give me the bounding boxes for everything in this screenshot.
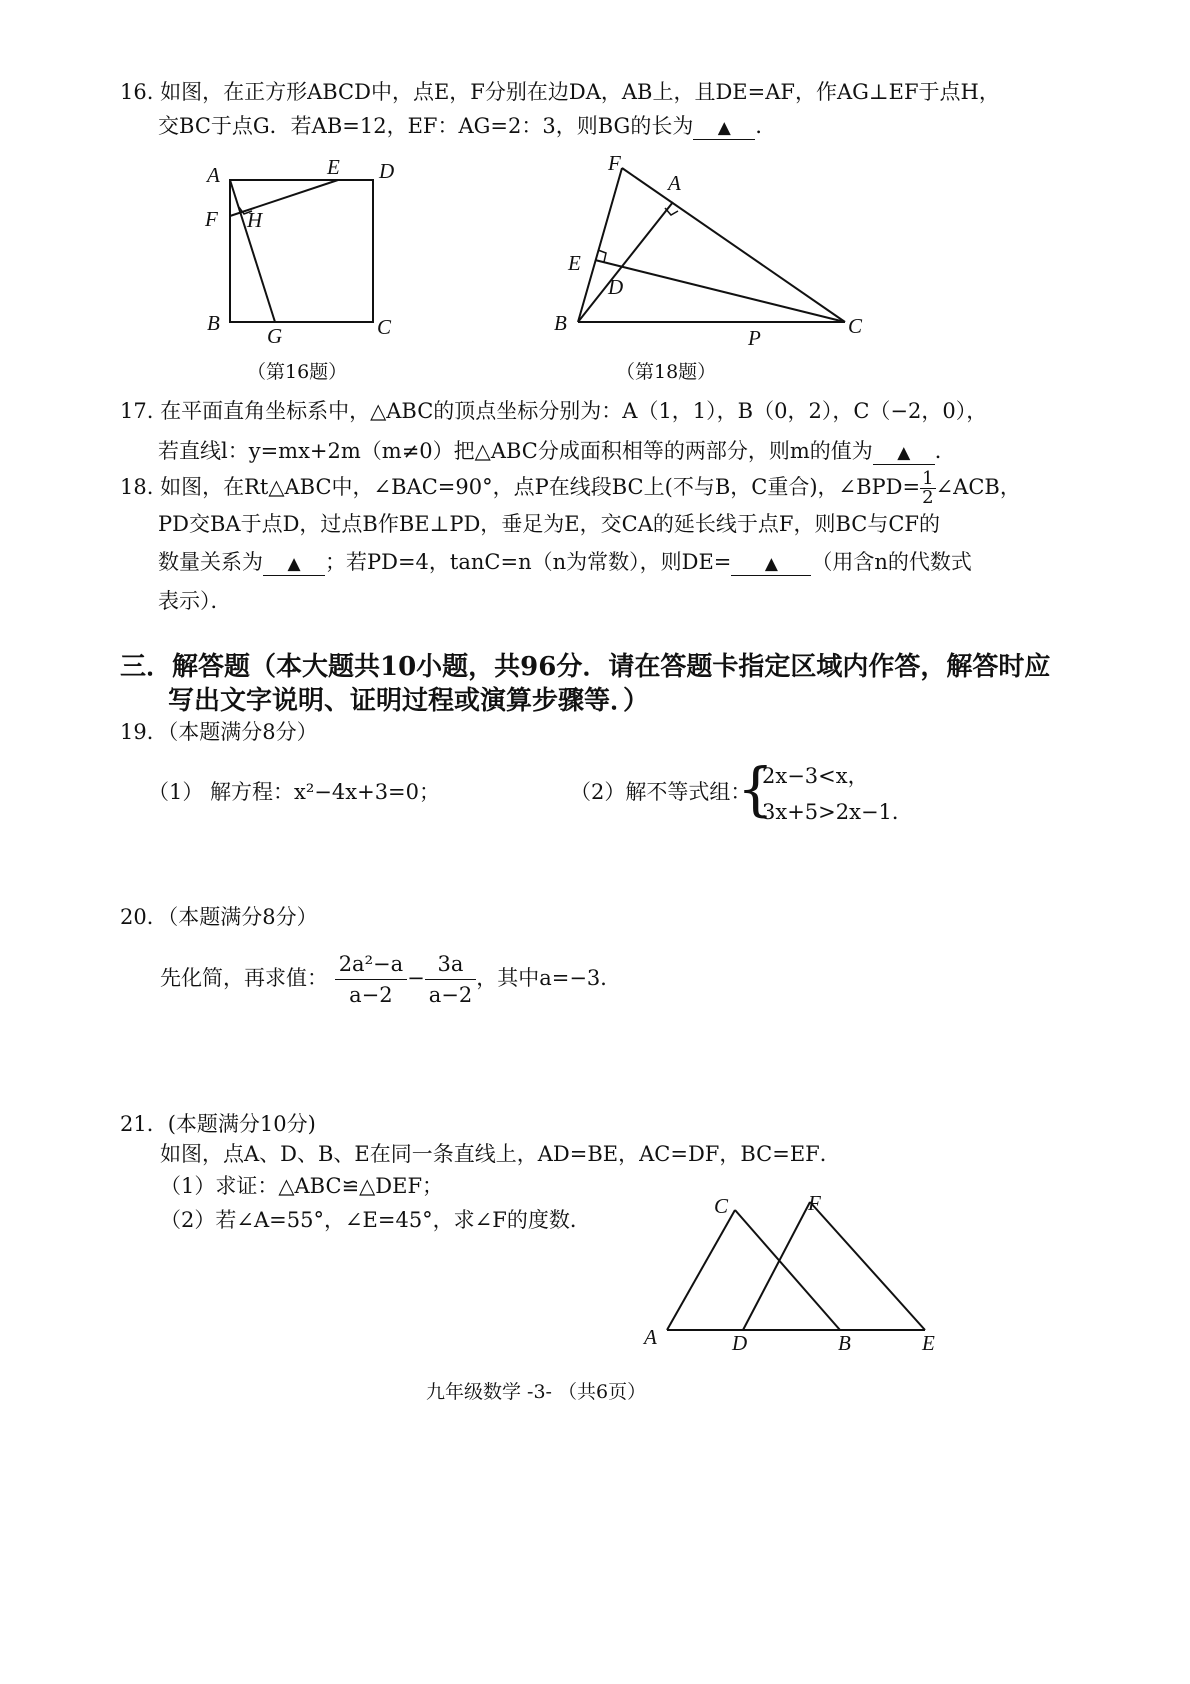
fig16-label-f: F [205,207,218,231]
q20-expression [160,948,621,1010]
q20-suffix: ，其中a=−3． [476,966,622,990]
fig16-label-h: H [247,208,263,232]
q18-line3-c: （用含n的代数式 [811,550,972,574]
fraction-one-half [920,470,935,507]
fig16-label-d: D [379,159,395,183]
fig21-label-f: F [808,1191,821,1215]
frac-num: 1 [922,468,934,489]
q17-line2 [158,437,956,465]
page-footer: 九年级数学 -3- （共6页） [426,1381,647,1403]
frac2-den: a−2 [428,983,473,1007]
q18-line3-b: ；若PD=4，tanC=n（n为常数），则DE= [325,550,732,574]
segment-ag [230,180,275,322]
q20-header: 20．（本题满分8分） [120,905,318,929]
q16-line2 [158,112,776,140]
segment-fc [622,168,845,322]
q17-line2-end: ． [934,439,956,463]
q18-line1-a: 18. 如图，在Rt△ABC中，∠BAC=90°，点P在线段BC上(不与B，C重合)，∠BPD= [120,475,921,499]
answer-blank [263,551,325,576]
segment-ba [578,202,673,322]
q18-line2: PD交BA于点D，过点B作BE⊥PD，垂足为E，交CA的延长线于点F，则BC与CF的 [158,512,940,536]
q18-line3-a: 数量关系为 [158,550,263,574]
figure-16 [195,150,415,355]
segment-ep [595,260,845,322]
figure-18 [540,150,880,355]
fig21-label-c: C [714,1194,729,1218]
q19-header: 19．（本题满分8分） [120,720,318,744]
q21-line1: 如图，点A、D、B、E在同一条直线上，AD=BE，AC=DF，BC=EF． [160,1142,841,1166]
left-brace-icon: { [737,755,774,823]
q21-line3: （2）若∠A=55°，∠E=45°，求∠F的度数． [160,1208,591,1232]
frac1-den: a−2 [349,983,393,1007]
fig21-label-e: E [922,1331,935,1355]
triangle-mark-icon: ▲ [287,554,301,574]
q21-line2: （1）求证：△ABC≌△DEF； [160,1174,444,1198]
q18-line1-b: ∠ACB， [935,475,1021,499]
fig18-label-f: F [608,151,621,175]
q16-line2-end: ． [755,114,777,138]
fig21-label-a: A [644,1325,657,1349]
segment-fe [810,1202,925,1330]
q18-line4: 表示）． [158,589,232,613]
q20-minus: − [407,966,425,990]
frac2-num: 3a [425,949,476,980]
segment-df [743,1202,810,1330]
q17-line2-text: 若直线l：y=mx+2m（m≠0）把△ABC分成面积相等的两部分，则m的值为 [158,439,873,463]
fig18-label-p: P [748,326,761,350]
figure-21 [630,1180,960,1360]
fig16-label-e: E [327,155,340,179]
q16-line2-text: 交BC于点G．若AB=12，EF：AG=2：3，则BG的长为 [158,114,694,138]
q19-part2-label: （2）解不等式组： [570,780,752,804]
q20-prefix: 先化简，再求值： [160,966,328,990]
square-abcd [230,180,373,322]
fig18-label-b: B [554,311,567,335]
fig18-label-e: E [568,251,581,275]
segment-ac [667,1210,735,1330]
section3-title-line2: 写出文字说明、证明过程或演算步骤等．） [168,686,650,716]
caption-fig16: （第16题） [247,361,348,383]
q19-part1: （1） 解方程：x²−4x+3=0； [148,780,441,804]
q18-line1 [120,470,1021,507]
section3-title-line1: 三．解答题（本大题共10小题，共96分．请在答题卡指定区域内作答，解答时应 [120,652,1051,682]
triangle-mark-icon: ▲ [717,118,731,138]
fig18-label-d: D [608,275,624,299]
q19-ineq2: 3x+5>2x−1． [762,800,913,824]
fig21-label-b: B [838,1331,851,1355]
fraction-2 [425,949,476,1010]
answer-blank [731,551,811,576]
q17-line1: 17. 在平面直角坐标系中，△ABC的顶点坐标分别为：A（1，1），B（0，2），C（−2，0）， [120,399,988,423]
answer-blank [693,115,755,140]
fig21-label-d: D [732,1331,748,1355]
q18-line3 [158,548,972,576]
fig16-label-b: B [207,311,220,335]
answer-blank [873,440,935,465]
frac1-num: 2a²−a [335,949,407,980]
q21-header: 21．(本题满分10分) [120,1112,316,1136]
q19-ineq1: 2x−3<x， [762,764,869,788]
frac-den: 2 [922,487,934,508]
triangle-mark-icon: ▲ [897,443,911,463]
triangle-mark-icon: ▲ [764,554,778,574]
fraction-1 [335,949,407,1010]
fig16-label-a: A [207,163,220,187]
fig18-label-c: C [848,314,863,338]
fig16-label-c: C [377,315,392,339]
caption-fig18: （第18题） [616,361,717,383]
segment-cb [735,1210,840,1330]
fig18-label-a: A [668,171,681,195]
q16-line1: 16. 如图，在正方形ABCD中，点E，F分别在边DA，AB上，且DE=AF，作AG⊥EF于点H， [120,80,1000,104]
fig16-label-g: G [267,324,283,348]
